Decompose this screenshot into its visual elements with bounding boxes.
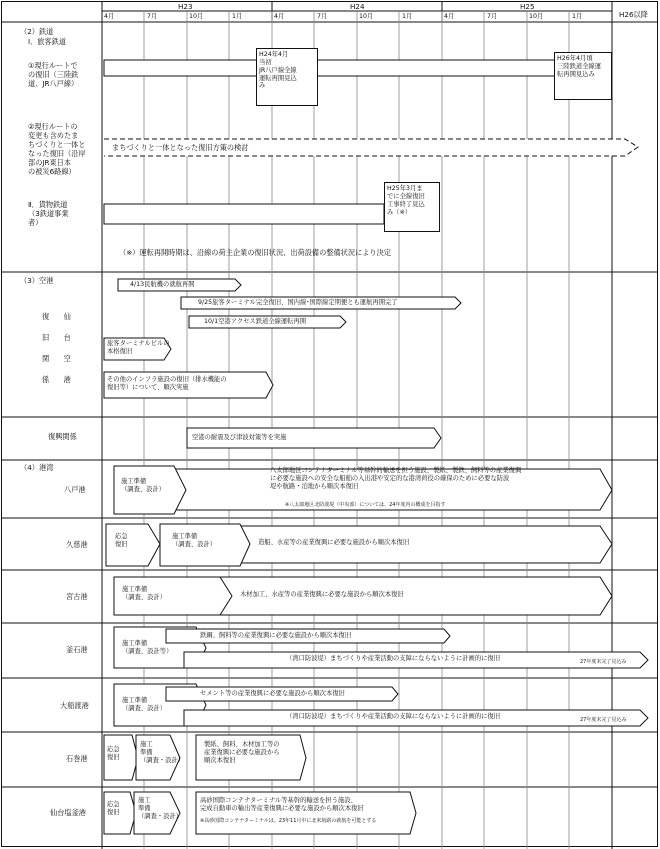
rail-row1-label: ①現行ルートで の復旧（三陸鉄 道、JR八戸線） (28, 61, 79, 88)
rail-row2-bar-text: まちづくりと一体となった復旧方策の検討 (112, 143, 249, 152)
hachinohe-note: ※八太郎地区北防波堤（中央部）については、24年度内の概成を目指す (285, 502, 446, 508)
rail-note-jr-hachinohe: H24年4月 当初 JR八戸線全線 運転再開見込 み (256, 48, 318, 106)
month-label: 4月 (444, 13, 455, 20)
port-name-ofunato: 大船渡港 (60, 701, 89, 710)
ishinomaki-prep: 施工 準備 （調査・設計） (140, 741, 185, 764)
ishinomaki-emergency: 応急 復旧 (107, 746, 120, 761)
year-h24: H24 (350, 2, 365, 11)
month-label: 1月 (572, 13, 583, 20)
kamaishi-note: 27年度末完了見込み (580, 659, 627, 665)
port-name-kamaishi: 釜石港 (66, 645, 88, 654)
year-h25: H25 (520, 2, 535, 11)
year-h23: H23 (178, 2, 193, 11)
sendai-text: 高砂国際コンテナターミナル等基幹的輸送を担う施設、 完成自動車の輸出等産業復興に必要な施設から順次本復旧 (200, 797, 364, 812)
month-label: 10月 (189, 13, 204, 20)
airport-revival-label: 復興関係 (48, 432, 77, 441)
month-label: 7月 (317, 13, 328, 20)
month-label: 1月 (232, 13, 243, 20)
airport-bar1-text: 4/13民航機の就航再開 (130, 281, 195, 288)
rail-note-freight: H25年3月ま でに全線復旧 工事終了見込 み（※） (384, 182, 440, 232)
ofunato-text1: セメント等の産業復興に必要な施設から順次本復旧 (200, 690, 345, 697)
miyako-text: 木材加工、水産等の産業復興に必要な施設から順次本復旧 (240, 591, 404, 598)
rail-note-sanriku: H26年4月頃 三陸鉄道全線運 転再開見込み (554, 52, 612, 100)
kamaishi-text1: 鉄鋼、飼料等の産業復興に必要な施設から順次本復旧 (200, 632, 352, 639)
month-label: 10月 (359, 13, 374, 20)
month-label: 7月 (147, 13, 158, 20)
kamaishi-prep: 施工準備 （調査、設計等） (122, 640, 173, 655)
month-label: 7月 (487, 13, 498, 20)
sendai-prep: 施工 準備 （調査・設計） (138, 797, 183, 820)
ishinomaki-text: 製紙、飼料、木材加工等の 産業復興に必要な施設から 順次本復旧 (204, 741, 280, 764)
airport-label: 係 港 (42, 375, 71, 384)
rail-row3-label: Ⅱ．貨物鉄道 （3鉄道事業 者） (28, 200, 69, 227)
sendai-note: ※高砂国際コンテナターミナルは、23年11月中に北米航路の就航を可能とする (200, 818, 377, 824)
kuji-prep: 施工準備 （調査、設計） (172, 533, 217, 548)
hachinohe-prep: 施工準備 （調査、設計） (121, 478, 166, 493)
port-name-kuji: 久慈港 (66, 540, 88, 549)
ports-section-title: （4）港湾 (20, 463, 54, 472)
month-label: 4月 (104, 13, 115, 20)
airport-label: 復 仙 (42, 312, 71, 321)
port-name-ishinomaki: 石巻港 (66, 754, 88, 763)
kuji-text: 造船、水産等の産業復興に必要な施設から順次本復旧 (258, 539, 410, 546)
airport-bar5-text: その他のインフラ施設の復旧（排水機能の 復旧等）について、順次実施 (107, 376, 227, 391)
ofunato-prep: 施工準備 （調査、設計） (122, 697, 167, 712)
rail-footnote: （※）運転再開時期は、沿線の荷主企業の復旧状況、出荷設備の整備状況により決定 (119, 248, 391, 257)
rail-section-title: （2）鉄道 (20, 27, 54, 36)
airport-bar3-text: 10/1空港アクセス鉄道全線運転再開 (204, 318, 307, 325)
ofunato-text2: （湾口防波堤）まちづくりや産業活動の支障にならないように計画的に復旧 (286, 713, 501, 720)
airport-bar4-text: 旅客ターミナルビルの 本格復旧 (107, 340, 170, 355)
hachinohe-text: 八太郎地区コンテナターミナル等基幹的輸送を担う施設、製紙、製鉄、飼料等の産業復興 に必要な施設への安全な船舶の入出港や安定的な港湾荷役の確保のために必要な防波 堤や航路・泊地から順次本復旧 (270, 467, 522, 490)
airport-revival-bar-text: 空港の耐震及び津波対策等を実施 (192, 434, 287, 441)
passenger-rail-title: Ⅰ．旅客鉄道 (28, 37, 67, 46)
kuji-emergency: 応急 復旧 (115, 533, 128, 548)
rail-row2-label: ②現行ルートの 変更も含めたま ちづくりと一体と なった復旧（沿岸 部のJR東日本 の被災6路線） (28, 122, 86, 176)
kamaishi-text2: （湾口防波堤）まちづくりや産業活動の支障にならないように計画的に復旧 (286, 655, 501, 662)
year-h26: H26以降 (619, 10, 648, 19)
port-name-sendai: 仙台塩釜港 (50, 808, 86, 817)
month-label: 10月 (529, 13, 544, 20)
airport-label: 旧 台 (42, 333, 71, 342)
month-label: 4月 (274, 13, 285, 20)
port-name-hachinohe: 八戸港 (64, 485, 86, 494)
airport-bar2-text: 9/25旅客ターミナル完全復旧、国内線･国際線定期便とも運航再開完了 (198, 299, 398, 306)
sendai-emergency: 応急 復旧 (107, 801, 120, 816)
miyako-prep: 施工準備 （調査、設計） (122, 586, 167, 601)
ofunato-note: 27年度末完了見込み (580, 717, 627, 723)
airport-label: 関 空 (42, 354, 71, 363)
month-label: 1月 (402, 13, 413, 20)
airport-section-title: （3）空港 (20, 276, 54, 285)
port-name-miyako: 宮古港 (66, 592, 88, 601)
